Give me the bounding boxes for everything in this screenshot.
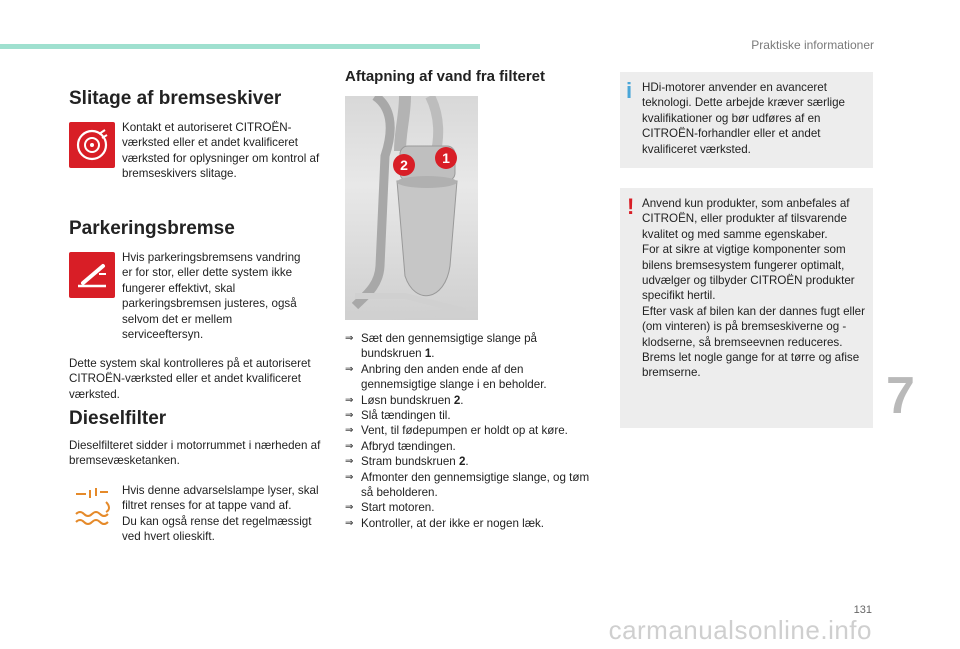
header-accent-bar <box>0 44 480 49</box>
warning-note-line2: For at sikre at vigtige komponenter som bilens bremsesystem fungerer optimalt, udvælger og tilbyder CITROËN produkter specifikt hertil. <box>642 243 855 303</box>
callout-2-badge: 2 <box>393 154 415 176</box>
parking-brake-footer: Dette system skal kontrolleres på et autoriseret CITROËN-værksted eller et andet kvalificeret værksted. <box>69 357 311 401</box>
list-item: ⇒ Stram bundskruen 2. <box>345 455 469 469</box>
list-item: ⇒ Slå tændingen til. <box>345 409 451 423</box>
info-note-box <box>620 72 873 168</box>
drain-steps-list <box>345 331 590 531</box>
warning-note-box <box>620 188 873 428</box>
water-in-fuel-warning-icon <box>72 484 118 530</box>
info-note-text: HDi-motorer anvender en avanceret teknologi. Dette arbejde kræver særlige kvalifikationer og bør udføres af en CITROËN-forhandler eller et andet kvalificeret værksted. <box>642 81 845 156</box>
list-item: ⇒ Afmonter den gennemsigtige slange, og tøm så beholderen. <box>345 470 590 500</box>
arrow-icon: ⇒ <box>345 440 354 452</box>
diesel-filter-warning <box>122 483 327 545</box>
arrow-icon: ⇒ <box>345 333 354 344</box>
arrow-icon: ⇒ <box>345 517 354 529</box>
info-icon: i <box>626 78 633 103</box>
list-item: ⇒ Anbring den anden ende af den gennemsigtige slange i en beholder. <box>345 362 547 392</box>
callout-1-badge: 1 <box>435 147 457 169</box>
diesel-filter-text: Dieselfilteret sidder i motorrummet i nærheden af bremsevæsketanken. <box>69 439 321 468</box>
warning-note-line1: Anvend kun produkter, som anbefales af CITROËN, eller produkter af tilsvarende kvalitet og med samme egenskaber. <box>642 197 850 241</box>
parking-brake-icon <box>69 252 115 298</box>
list-item: ⇒ Start motoren. <box>345 501 435 515</box>
list-item: ⇒ Kontroller, at der ikke er nogen læk. <box>345 516 545 530</box>
brake-discs-heading: Slitage af bremseskiver <box>69 88 282 109</box>
brake-discs-text: Kontakt et autoriseret CITROËN-værksted eller et andet kvalificeret værksted for oplysninger om kontrol af bremseskivers slitage. <box>122 121 320 181</box>
section-title: Praktiske informationer <box>751 38 874 52</box>
list-item: ⇒ Afbryd tændingen. <box>345 439 456 453</box>
list-item: ⇒ Sæt den gennemsigtige slange på bundskruen 1. <box>345 332 537 361</box>
arrow-icon: ⇒ <box>345 456 354 468</box>
warning-note-line3: Efter vask af bilen kan der dannes fugt eller (om vinteren) is på bremseskiverne og -klodserne, så bremseevnen reduceres. Brems let nogle gange for at tørre og afise bremserne. <box>642 304 865 380</box>
warning-exclamation-icon: ! <box>627 194 635 219</box>
diesel-filter-warning-line2: Du kan også rense det regelmæssigt ved hvert olieskift. <box>122 514 312 544</box>
diesel-filter-heading: Dieselfilter <box>69 408 167 429</box>
list-item: ⇒ Vent, til fødepumpen er holdt op at køre. <box>345 424 568 438</box>
arrow-icon: ⇒ <box>345 502 354 514</box>
list-item: ⇒ Løsn bundskruen 2. <box>345 393 464 407</box>
parking-brake-text: Hvis parkeringsbremsens vandring er for stor, eller dette system ikke fungerer effektivt, skal parkeringsbremsen justeres, også selvom det er mellem serviceeftersyn. <box>122 251 301 342</box>
page-number: 131 <box>853 604 872 616</box>
arrow-icon: ⇒ <box>345 363 354 375</box>
parking-brake-heading: Parkeringsbremse <box>69 218 235 239</box>
arrow-icon: ⇒ <box>345 471 354 483</box>
warning-note-text <box>642 196 868 381</box>
arrow-icon: ⇒ <box>345 410 354 422</box>
arrow-icon: ⇒ <box>345 425 354 437</box>
water-drain-heading: Aftapning af vand fra filteret <box>345 68 546 85</box>
brake-disc-icon <box>69 122 115 168</box>
arrow-icon: ⇒ <box>345 394 354 406</box>
chapter-number: 7 <box>886 367 915 425</box>
diesel-filter-warning-line1: Hvis denne advarselslampe lyser, skal filtret renses for at tappe vand af. <box>122 484 319 513</box>
watermark: carmanualsonline.info <box>608 615 872 645</box>
diesel-filter-photo <box>345 96 478 320</box>
